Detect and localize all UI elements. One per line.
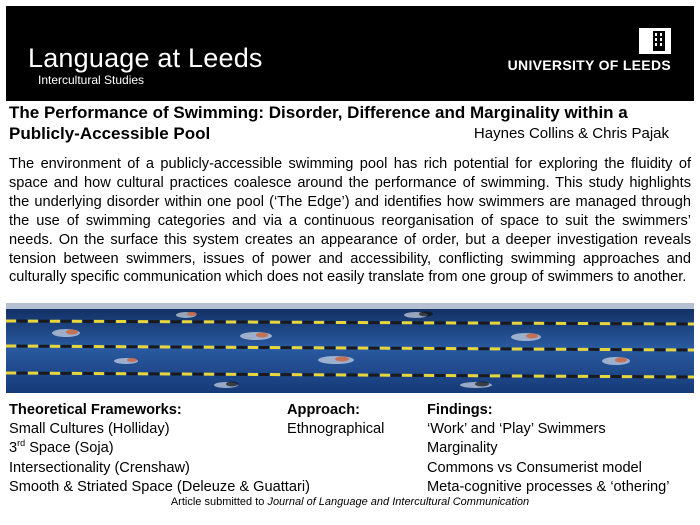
abstract-text: The environment of a publicly-accessible swimming pool has rich potential for exploring the fluidity of space and how cultural practices coalesce around the performance of swimming. This study highlights the underlying disorder within one pool (‘The Edge’) and identifies how swimmers are managed through the use of swimming categories and via a continuous reorganisation of space to suit the swimmers’ needs. On the surface this system creates an appearance of order, but a deeper investigation reveals tension between swimmers, issues of power and accessibility, conflicting swimming approaches and culturally specific communication which does not easily translate from one group of swimmers to another. (9, 156, 691, 286)
theory-item: Small Cultures (Holliday) (9, 421, 170, 438)
theory-heading: Theoretical Frameworks: (9, 402, 182, 418)
findings-column (427, 401, 670, 497)
theory-item (9, 439, 310, 458)
findings-item: ‘Work’ and ‘Play’ Swimmers (427, 421, 606, 438)
university-name: UNIVERSITY OF LEEDS (507, 57, 671, 73)
theory-item: Smooth & Striated Space (Deleuze & Guattari) (9, 478, 310, 495)
university-crest-icon (639, 28, 671, 54)
findings-item: Marginality (427, 440, 498, 457)
paper-authors: Haynes Collins & Chris Pajak (473, 125, 669, 142)
findings-heading: Findings: (427, 402, 493, 418)
header-banner (6, 6, 694, 101)
footnote (0, 496, 700, 508)
banner-title: Language at Leeds (28, 43, 263, 73)
paper-title: The Performance of Swimming: Disorder, Difference and Marginality within a Publicly-Accessible Pool (9, 103, 628, 143)
theory-item: Intersectionality (Crenshaw) (9, 459, 190, 476)
findings-item: Commons vs Consumerist model (427, 459, 642, 476)
banner-subtitle: Intercultural Studies (38, 73, 145, 87)
approach-column (287, 401, 384, 439)
footnote-prefix: Article submitted to (170, 496, 268, 508)
approach-item: Ethnographical (287, 421, 385, 438)
theory-item-rest: Space (Soja) (25, 440, 114, 457)
theory-column (9, 401, 310, 497)
swimming-pool-photo (6, 303, 694, 393)
approach-heading: Approach: (287, 402, 360, 418)
theory-item-superscript: rd (17, 438, 26, 449)
footnote-journal: Journal of Language and Intercultural Communication (267, 496, 530, 508)
theory-item-number: 3 (9, 440, 18, 457)
findings-item: Meta-cognitive processes & ‘othering’ (427, 478, 670, 495)
